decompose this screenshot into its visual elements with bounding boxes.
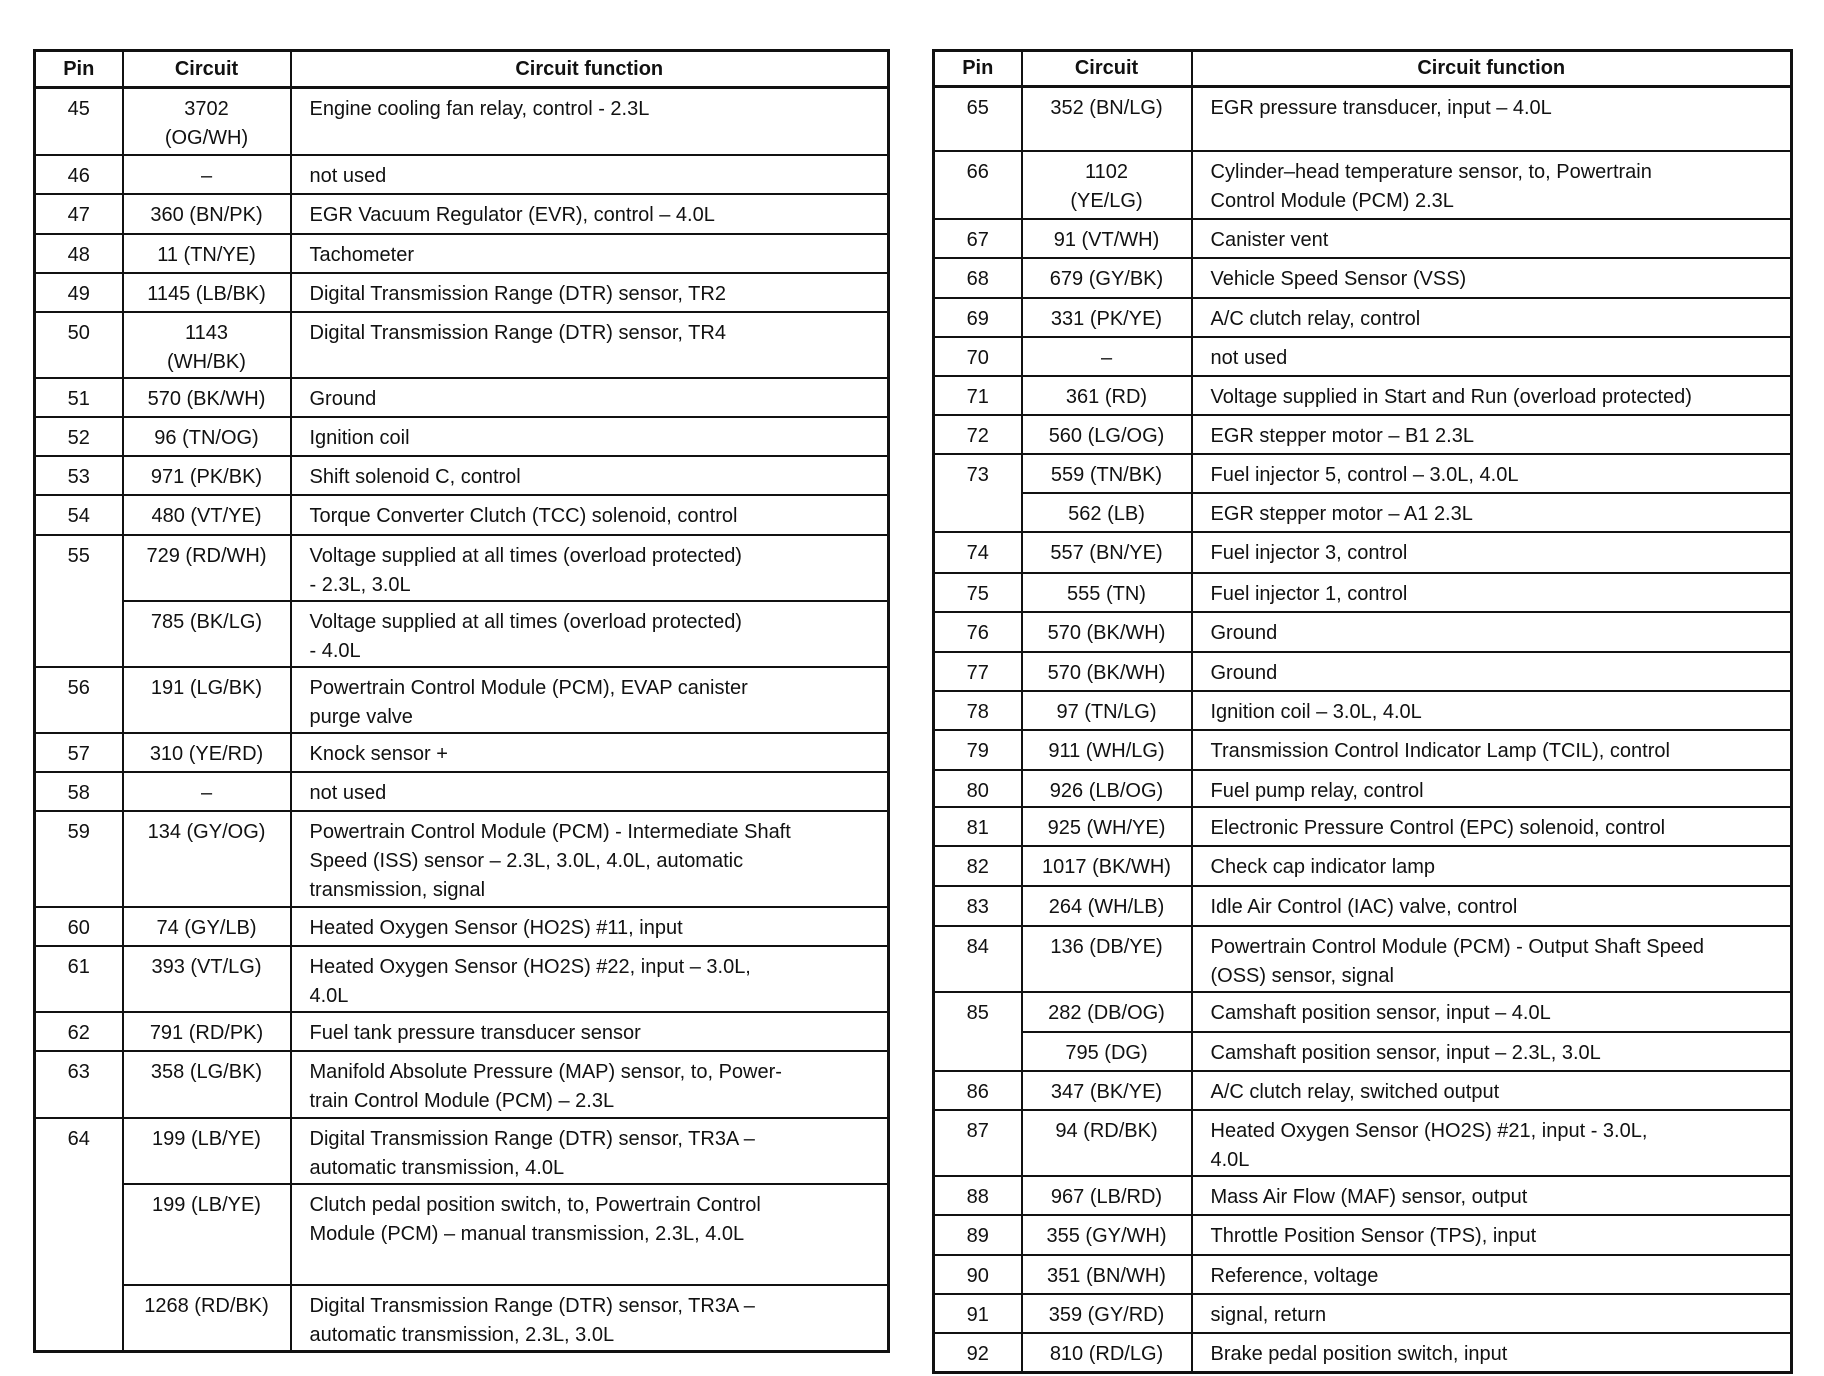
function-cell: Torque Converter Clutch (TCC) solenoid, control <box>291 495 889 535</box>
circuit-cell: 331 (PK/YE) <box>1022 298 1192 337</box>
pin-cell: 64 <box>35 1118 123 1352</box>
function-cell: A/C clutch relay, control <box>1192 298 1792 337</box>
function-cell: Throttle Position Sensor (TPS), input <box>1192 1215 1792 1255</box>
function-cell: Fuel injector 3, control <box>1192 532 1792 573</box>
circuit-cell: 562 (LB) <box>1022 493 1192 532</box>
circuit-cell: 134 (GY/OG) <box>123 811 291 907</box>
pin-cell: 92 <box>934 1333 1022 1373</box>
header-function: Circuit function <box>291 51 889 88</box>
table-row <box>934 532 1792 573</box>
pin-cell: 78 <box>934 691 1022 730</box>
table-row <box>934 151 1792 219</box>
table-row <box>934 691 1792 730</box>
circuit-cell: 1143 (WH/BK) <box>123 312 291 378</box>
function-cell: EGR stepper motor – B1 2.3L <box>1192 415 1792 454</box>
table-row <box>934 1294 1792 1333</box>
circuit-cell: 785 (BK/LG) <box>123 601 291 667</box>
table-row <box>35 667 889 733</box>
pin-cell: 73 <box>934 454 1022 532</box>
table-row <box>35 417 889 456</box>
table-row <box>934 1215 1792 1255</box>
table-row <box>35 273 889 312</box>
pin-cell: 84 <box>934 926 1022 992</box>
table-row <box>35 811 889 907</box>
function-cell: Digital Transmission Range (DTR) sensor, TR2 <box>291 273 889 312</box>
pin-cell: 56 <box>35 667 123 733</box>
circuit-cell: 1017 (BK/WH) <box>1022 846 1192 886</box>
table-row <box>934 770 1792 807</box>
circuit-cell: 570 (BK/WH) <box>1022 652 1192 691</box>
table-row <box>35 234 889 273</box>
circuit-cell: 310 (YE/RD) <box>123 733 291 772</box>
table-row <box>934 730 1792 770</box>
pin-cell: 55 <box>35 535 123 667</box>
function-cell: Voltage supplied at all times (overload protected) - 2.3L, 3.0L <box>291 535 889 601</box>
function-cell: Reference, voltage <box>1192 1255 1792 1294</box>
table-row <box>934 258 1792 298</box>
function-cell: EGR stepper motor – A1 2.3L <box>1192 493 1792 532</box>
pin-cell: 83 <box>934 886 1022 926</box>
circuit-cell: 559 (TN/BK) <box>1022 454 1192 493</box>
table-row <box>35 733 889 772</box>
function-cell: Ground <box>291 378 889 417</box>
table-row <box>934 87 1792 151</box>
circuit-cell: 1102 (YE/LG) <box>1022 151 1192 219</box>
circuit-cell: 347 (BK/YE) <box>1022 1071 1192 1110</box>
circuit-cell: 74 (GY/LB) <box>123 907 291 946</box>
table-row <box>35 1118 889 1184</box>
table-row <box>934 298 1792 337</box>
pin-cell: 75 <box>934 573 1022 612</box>
circuit-cell: 791 (RD/PK) <box>123 1012 291 1051</box>
function-cell: Engine cooling fan relay, control - 2.3L <box>291 88 889 155</box>
table-row <box>35 312 889 378</box>
circuit-cell: 264 (WH/LB) <box>1022 886 1192 926</box>
table-row <box>934 807 1792 846</box>
table-row <box>934 1176 1792 1215</box>
pin-cell: 72 <box>934 415 1022 454</box>
table-row <box>934 926 1792 992</box>
table-row <box>35 1051 889 1118</box>
function-cell: Check cap indicator lamp <box>1192 846 1792 886</box>
pin-cell: 80 <box>934 770 1022 807</box>
pin-cell: 90 <box>934 1255 1022 1294</box>
function-cell: Knock sensor + <box>291 733 889 772</box>
circuit-cell: 361 (RD) <box>1022 376 1192 415</box>
function-cell: Powertrain Control Module (PCM), EVAP canister purge valve <box>291 667 889 733</box>
pin-cell: 51 <box>35 378 123 417</box>
pin-cell: 91 <box>934 1294 1022 1333</box>
function-cell: Electronic Pressure Control (EPC) solenoid, control <box>1192 807 1792 846</box>
header-pin: Pin <box>35 51 123 88</box>
function-cell: Ignition coil – 3.0L, 4.0L <box>1192 691 1792 730</box>
function-cell: Fuel tank pressure transducer sensor <box>291 1012 889 1051</box>
function-cell: Voltage supplied at all times (overload protected) - 4.0L <box>291 601 889 667</box>
function-cell: not used <box>1192 337 1792 376</box>
circuit-cell: – <box>123 772 291 811</box>
pin-cell: 45 <box>35 88 123 155</box>
circuit-cell: 570 (BK/WH) <box>123 378 291 417</box>
function-cell: Fuel pump relay, control <box>1192 770 1792 807</box>
table-row <box>35 535 889 601</box>
pin-cell: 79 <box>934 730 1022 770</box>
table-row <box>934 493 1792 532</box>
pin-cell: 70 <box>934 337 1022 376</box>
function-cell: Clutch pedal position switch, to, Powertrain Control Module (PCM) – manual transmission, 2.3L, 4.0L <box>291 1184 889 1285</box>
table-row <box>934 1032 1792 1071</box>
header-pin: Pin <box>934 51 1022 87</box>
pin-cell: 61 <box>35 946 123 1012</box>
circuit-cell: 1145 (LB/BK) <box>123 273 291 312</box>
function-cell: not used <box>291 772 889 811</box>
pin-cell: 57 <box>35 733 123 772</box>
pin-cell: 46 <box>35 155 123 194</box>
circuit-cell: 94 (RD/BK) <box>1022 1110 1192 1176</box>
table-row <box>35 1184 889 1285</box>
circuit-cell: 91 (VT/WH) <box>1022 219 1192 258</box>
circuit-cell: 570 (BK/WH) <box>1022 612 1192 652</box>
table-row <box>934 1333 1792 1373</box>
table-row <box>934 992 1792 1032</box>
pin-cell: 87 <box>934 1110 1022 1176</box>
function-cell: Powertrain Control Module (PCM) - Intermediate Shaft Speed (ISS) sensor – 2.3L, 3.0L, 4.0L, automatic transmission, signal <box>291 811 889 907</box>
function-cell: Digital Transmission Range (DTR) sensor, TR4 <box>291 312 889 378</box>
table-row <box>934 652 1792 691</box>
function-cell: Heated Oxygen Sensor (HO2S) #21, input - 3.0L, 4.0L <box>1192 1110 1792 1176</box>
pin-cell: 58 <box>35 772 123 811</box>
table-row <box>35 495 889 535</box>
circuit-cell: 11 (TN/YE) <box>123 234 291 273</box>
function-cell: Vehicle Speed Sensor (VSS) <box>1192 258 1792 298</box>
circuit-cell: 351 (BN/WH) <box>1022 1255 1192 1294</box>
function-cell: Idle Air Control (IAC) valve, control <box>1192 886 1792 926</box>
table-row <box>35 378 889 417</box>
table-row <box>35 772 889 811</box>
pin-cell: 68 <box>934 258 1022 298</box>
pin-cell: 69 <box>934 298 1022 337</box>
header-circuit: Circuit <box>123 51 291 88</box>
pin-cell: 82 <box>934 846 1022 886</box>
table-row <box>934 1255 1792 1294</box>
function-cell: Camshaft position sensor, input – 2.3L, 3.0L <box>1192 1032 1792 1071</box>
table-row <box>934 846 1792 886</box>
pin-cell: 77 <box>934 652 1022 691</box>
function-cell: Fuel injector 5, control – 3.0L, 4.0L <box>1192 454 1792 493</box>
circuit-cell: 679 (GY/BK) <box>1022 258 1192 298</box>
circuit-cell: 352 (BN/LG) <box>1022 87 1192 151</box>
table-row <box>934 219 1792 258</box>
function-cell: Heated Oxygen Sensor (HO2S) #22, input – 3.0L, 4.0L <box>291 946 889 1012</box>
pin-cell: 49 <box>35 273 123 312</box>
table-row <box>934 415 1792 454</box>
circuit-cell: 199 (LB/YE) <box>123 1118 291 1184</box>
table-row <box>934 454 1792 493</box>
function-cell: Shift solenoid C, control <box>291 456 889 495</box>
table-row <box>934 1071 1792 1110</box>
circuit-cell: 3702 (OG/WH) <box>123 88 291 155</box>
pin-cell: 53 <box>35 456 123 495</box>
pin-table-right <box>932 49 1793 1374</box>
pin-cell: 60 <box>35 907 123 946</box>
circuit-cell: 359 (GY/RD) <box>1022 1294 1192 1333</box>
function-cell: Digital Transmission Range (DTR) sensor, TR3A – automatic transmission, 2.3L, 3.0L <box>291 1285 889 1352</box>
circuit-cell: 360 (BN/PK) <box>123 194 291 234</box>
table-row <box>35 88 889 155</box>
pin-cell: 50 <box>35 312 123 378</box>
pin-cell: 47 <box>35 194 123 234</box>
table-row <box>934 612 1792 652</box>
pin-cell: 76 <box>934 612 1022 652</box>
circuit-cell: 971 (PK/BK) <box>123 456 291 495</box>
table-row <box>35 194 889 234</box>
pin-cell: 52 <box>35 417 123 456</box>
pin-table-left <box>33 49 890 1353</box>
function-cell: Cylinder–head temperature sensor, to, Powertrain Control Module (PCM) 2.3L <box>1192 151 1792 219</box>
function-cell: Transmission Control Indicator Lamp (TCIL), control <box>1192 730 1792 770</box>
circuit-cell: 355 (GY/WH) <box>1022 1215 1192 1255</box>
circuit-cell: 136 (DB/YE) <box>1022 926 1192 992</box>
pin-cell: 66 <box>934 151 1022 219</box>
pin-cell: 54 <box>35 495 123 535</box>
table-row <box>35 907 889 946</box>
circuit-cell: 795 (DG) <box>1022 1032 1192 1071</box>
function-cell: Heated Oxygen Sensor (HO2S) #11, input <box>291 907 889 946</box>
table-row <box>934 337 1792 376</box>
circuit-cell: 729 (RD/WH) <box>123 535 291 601</box>
circuit-cell: – <box>123 155 291 194</box>
circuit-cell: 393 (VT/LG) <box>123 946 291 1012</box>
pin-cell: 85 <box>934 992 1022 1071</box>
function-cell: Camshaft position sensor, input – 4.0L <box>1192 992 1792 1032</box>
function-cell: EGR pressure transducer, input – 4.0L <box>1192 87 1792 151</box>
circuit-cell: 97 (TN/LG) <box>1022 691 1192 730</box>
function-cell: signal, return <box>1192 1294 1792 1333</box>
header-circuit: Circuit <box>1022 51 1192 87</box>
header-function: Circuit function <box>1192 51 1792 87</box>
circuit-cell: 926 (LB/OG) <box>1022 770 1192 807</box>
function-cell: Digital Transmission Range (DTR) sensor, TR3A – automatic transmission, 4.0L <box>291 1118 889 1184</box>
function-cell: Voltage supplied in Start and Run (overload protected) <box>1192 376 1792 415</box>
function-cell: Canister vent <box>1192 219 1792 258</box>
table-row <box>934 376 1792 415</box>
function-cell: Fuel injector 1, control <box>1192 573 1792 612</box>
function-cell: Mass Air Flow (MAF) sensor, output <box>1192 1176 1792 1215</box>
pin-cell: 65 <box>934 87 1022 151</box>
pin-cell: 67 <box>934 219 1022 258</box>
function-cell: EGR Vacuum Regulator (EVR), control – 4.0L <box>291 194 889 234</box>
table-row <box>35 946 889 1012</box>
circuit-cell: 282 (DB/OG) <box>1022 992 1192 1032</box>
function-cell: Powertrain Control Module (PCM) - Output Shaft Speed (OSS) sensor, signal <box>1192 926 1792 992</box>
table-row <box>934 886 1792 926</box>
circuit-cell: 480 (VT/YE) <box>123 495 291 535</box>
circuit-cell: 560 (LG/OG) <box>1022 415 1192 454</box>
pin-cell: 48 <box>35 234 123 273</box>
table-row <box>35 601 889 667</box>
circuit-cell: 925 (WH/YE) <box>1022 807 1192 846</box>
circuit-cell: 967 (LB/RD) <box>1022 1176 1192 1215</box>
pin-cell: 86 <box>934 1071 1022 1110</box>
pin-cell: 71 <box>934 376 1022 415</box>
table-row <box>35 456 889 495</box>
table-row <box>35 1285 889 1352</box>
pin-cell: 59 <box>35 811 123 907</box>
pin-cell: 89 <box>934 1215 1022 1255</box>
function-cell: not used <box>291 155 889 194</box>
function-cell: A/C clutch relay, switched output <box>1192 1071 1792 1110</box>
circuit-cell: 557 (BN/YE) <box>1022 532 1192 573</box>
pin-cell: 62 <box>35 1012 123 1051</box>
pin-cell: 88 <box>934 1176 1022 1215</box>
pin-cell: 81 <box>934 807 1022 846</box>
pin-cell: 74 <box>934 532 1022 573</box>
circuit-cell: 810 (RD/LG) <box>1022 1333 1192 1373</box>
circuit-cell: 911 (WH/LG) <box>1022 730 1192 770</box>
circuit-cell: 555 (TN) <box>1022 573 1192 612</box>
function-cell: Ground <box>1192 652 1792 691</box>
function-cell: Ignition coil <box>291 417 889 456</box>
circuit-cell: – <box>1022 337 1192 376</box>
table-row <box>35 155 889 194</box>
circuit-cell: 96 (TN/OG) <box>123 417 291 456</box>
function-cell: Manifold Absolute Pressure (MAP) sensor, to, Power- train Control Module (PCM) – 2.3L <box>291 1051 889 1118</box>
circuit-cell: 199 (LB/YE) <box>123 1184 291 1285</box>
circuit-cell: 1268 (RD/BK) <box>123 1285 291 1352</box>
table-row <box>934 573 1792 612</box>
function-cell: Ground <box>1192 612 1792 652</box>
pin-cell: 63 <box>35 1051 123 1118</box>
table-row <box>35 1012 889 1051</box>
function-cell: Tachometer <box>291 234 889 273</box>
function-cell: Brake pedal position switch, input <box>1192 1333 1792 1373</box>
circuit-cell: 191 (LG/BK) <box>123 667 291 733</box>
circuit-cell: 358 (LG/BK) <box>123 1051 291 1118</box>
table-row <box>934 1110 1792 1176</box>
